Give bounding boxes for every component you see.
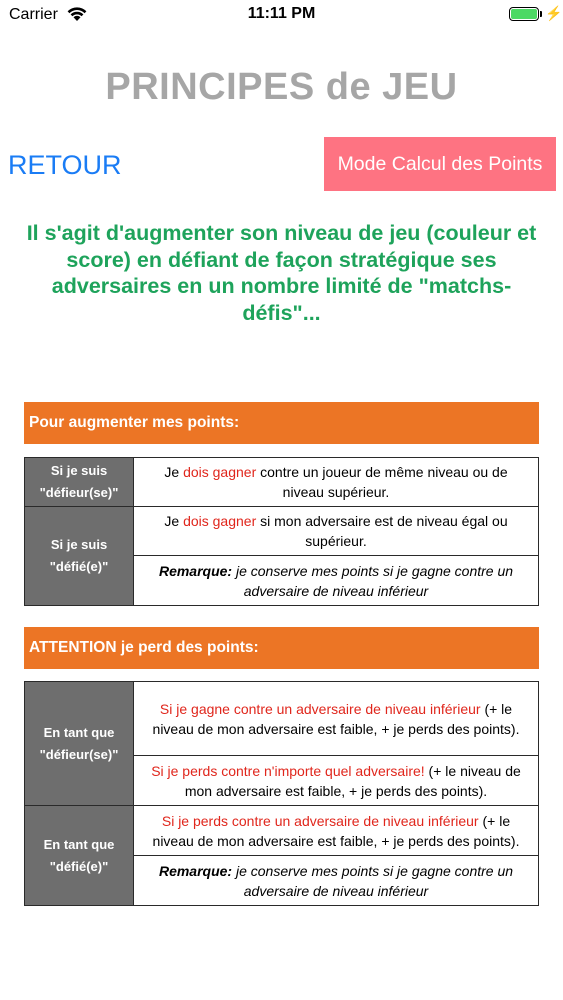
remark-text: Remarque: je conserve mes points si je gagne contre un adversaire de niveau inférieur — [134, 556, 539, 606]
row-text: Si je perds contre n'importe quel adversaire! (+ le niveau de mon adversaire est faible, + je perds des points). — [134, 756, 539, 806]
gain-points-section — [24, 402, 539, 606]
gain-rules-table — [24, 457, 539, 606]
carrier-label: Carrier — [9, 6, 58, 23]
status-bar — [0, 0, 563, 30]
row-label: En tant que "défieur(se)" — [25, 682, 134, 806]
row-label: En tant que "défié(e)" — [25, 806, 134, 906]
remark-text: Remarque: je conserve mes points si je gagne contre un adversaire de niveau inférieur — [134, 856, 539, 906]
gain-section-header: Pour augmenter mes points: — [24, 402, 539, 444]
back-button[interactable]: RETOUR — [8, 150, 122, 180]
intro-text: Il s'agit d'augmenter son niveau de jeu (couleur et score) en défiant de façon stratégique ses adversaires en un nombre limité de "matchs-défis"... — [26, 221, 537, 325]
lose-points-section — [24, 627, 539, 906]
table-row — [25, 682, 539, 756]
mode-calcul-button[interactable]: Mode Calcul des Points — [324, 137, 556, 191]
charging-icon: ⚡ — [545, 5, 563, 21]
row-text: Je dois gagner contre un joueur de même niveau ou de niveau supérieur. — [134, 458, 539, 507]
row-text: Si je gagne contre un adversaire de niveau inférieur (+ le niveau de mon adversaire est faible, + je perds des points). — [134, 682, 539, 756]
row-label: Si je suis "défieur(se)" — [25, 458, 134, 507]
lose-section-header: ATTENTION je perd des points: — [24, 627, 539, 669]
row-text: Je dois gagner si mon adversaire est de niveau égal ou supérieur. — [134, 507, 539, 556]
clock: 11:11 PM — [247, 5, 316, 22]
table-row — [25, 507, 539, 556]
row-text: Si je perds contre un adversaire de niveau inférieur (+ le niveau de mon adversaire est faible, + je perds des points). — [134, 806, 539, 856]
row-label: Si je suis "défié(e)" — [25, 507, 134, 606]
page-title: PRINCIPES de JEU — [105, 66, 458, 108]
lose-rules-table — [24, 681, 539, 906]
battery-icon — [509, 7, 539, 21]
table-row — [25, 806, 539, 856]
table-row — [25, 458, 539, 507]
battery-tip — [540, 11, 542, 17]
